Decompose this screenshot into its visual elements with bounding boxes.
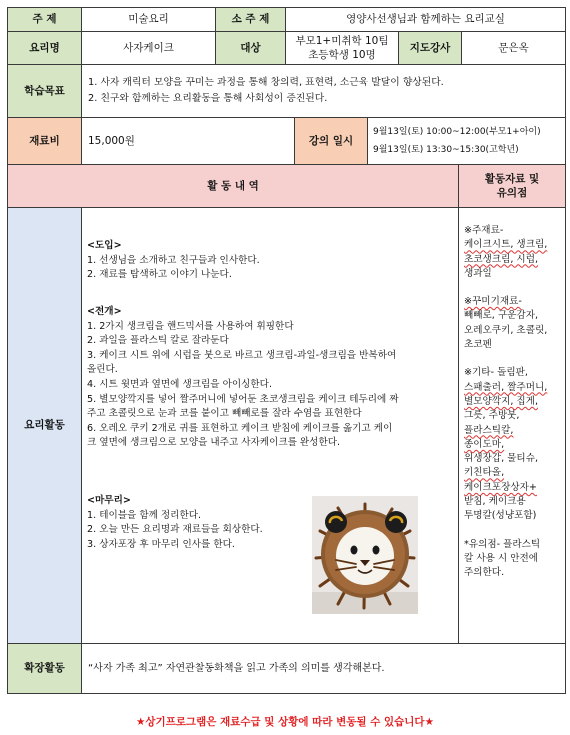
subtopic-value: 영양사선생님과 함께하는 요리교실 xyxy=(285,7,566,32)
end-heading: <마무리> xyxy=(87,495,131,506)
activity-header: 활 동 내 역 xyxy=(7,164,459,208)
material-line-3: 초코생크림, 시럽, xyxy=(464,253,539,265)
subject-value: 미술요리 xyxy=(81,7,216,32)
end-item-1: 1. 테이블을 함께 정리한다. xyxy=(87,509,202,521)
materials-header-line-1: 활동자료 및 xyxy=(484,172,540,185)
dish-value: 사자케이크 xyxy=(81,31,216,65)
material-line-19: 케이크포장상자+ xyxy=(464,481,537,493)
material-line-17: 위생장갑, 물티슈, xyxy=(464,453,539,465)
end-item-2: 2. 오늘 만든 요리명과 재료들을 회상한다. xyxy=(87,524,263,536)
dev-line-2: 2. 과일을 플라스틱 칼로 잘라둔다 xyxy=(87,335,229,347)
materials-header xyxy=(458,164,566,208)
target-line-2: 초등학생 10명 xyxy=(308,49,376,61)
material-line-24: 칼 사용 시 안전에 xyxy=(464,552,539,564)
material-spacer-3 xyxy=(464,524,564,538)
material-line-12: 스패출러, 짤주머니, xyxy=(464,381,548,393)
lion-cake-illustration xyxy=(312,496,418,614)
material-line-15: 플라스틱칼, xyxy=(464,424,514,436)
material-line-21: 투명칼(성냥포함) xyxy=(464,510,537,522)
dish-label: 요리명 xyxy=(7,31,82,65)
material-line-7: 빼빼로, 구운감자, xyxy=(464,310,539,322)
target-line-1: 부모1+미취학 10팀 xyxy=(295,34,389,47)
material-line-13: 별모양깍지, 집게, xyxy=(464,395,539,407)
subtopic-label: 소 주 제 xyxy=(215,7,286,32)
goal-item-2: 2. 친구와 함께하는 요리활동을 통해 사회성이 증진된다. xyxy=(88,93,328,104)
cooking-wrapup xyxy=(87,494,317,552)
schedule-label: 강의 일시 xyxy=(294,117,368,165)
material-line-2: 케이크시트, 생크림, xyxy=(464,239,548,251)
end-item-3: 3. 상자포장 후 마무리 인사를 한다. xyxy=(87,538,235,550)
dev-heading: <전개> xyxy=(87,306,122,317)
material-line-6: ※꾸미기재료- xyxy=(464,296,522,308)
cooking-development xyxy=(87,305,455,451)
material-line-9: 초코펜 xyxy=(464,339,492,351)
cost-label: 재료비 xyxy=(7,117,82,165)
material-line-23: *유의점- 플라스틱 xyxy=(464,538,541,550)
dev-line-5: 4. 시트 윗면과 옆면에 생크림을 아이싱한다. xyxy=(87,378,272,390)
goals-label: 학습목표 xyxy=(7,64,82,118)
intro-heading: <도입> xyxy=(87,240,122,251)
material-line-25: 주의한다. xyxy=(464,567,505,579)
materials-cell xyxy=(458,207,566,644)
material-line-4: 생과일 xyxy=(464,267,492,279)
material-spacer-2 xyxy=(464,352,564,366)
target-label: 대상 xyxy=(215,31,286,65)
materials-header-line-2: 유의점 xyxy=(496,187,528,199)
material-line-18: 키친타올, xyxy=(464,467,505,479)
intro-item-2: 2. 재료를 탐색하고 이야기 나눈다. xyxy=(87,269,232,281)
dev-line-1: 1. 2가지 생크림을 핸드믹서를 사용하여 휘핑한다 xyxy=(87,320,294,332)
material-line-11: ※기타- 돌림판, xyxy=(464,367,528,379)
cooking-intro xyxy=(87,239,457,283)
material-line-20: 받침, 케이크용 xyxy=(464,496,526,508)
cooking-label: 요리활동 xyxy=(7,207,82,644)
dev-line-6: 5. 별모양깍지를 넣어 짤주머니에 넣어둔 초코생크림을 케이크 테두리에 짜 xyxy=(87,393,399,405)
notice-text: ★상기프로그램은 재료수급 및 상황에 따라 변동될 수 있습니다★ xyxy=(136,716,434,728)
dev-line-7: 주고 초콜릿으로 눈과 코를 붙이고 빼빼로를 잘라 수염을 표현한다 xyxy=(87,408,362,420)
dev-line-4: 올린다. xyxy=(87,364,118,376)
intro-item-1: 1. 선생님을 소개하고 친구들과 인사한다. xyxy=(87,254,260,266)
dev-line-3: 3. 케이크 시트 위에 시럽을 붓으로 바르고 생크림-과일-생크림을 반복하여 xyxy=(87,349,397,361)
goals-list xyxy=(81,64,566,118)
instructor-value: 문은옥 xyxy=(461,31,566,65)
dev-line-8: 6. 오레오 쿠키 2개로 귀를 표현하고 케이크 받침에 케이크를 옮기고 케이 xyxy=(87,422,393,434)
schedule-item-2: 9월13일(토) 13:30~15:30(고학년) xyxy=(373,145,519,155)
cost-value: 15,000원 xyxy=(81,117,295,165)
target-value xyxy=(285,31,399,65)
dev-line-9: 크 옆면에 생크림으로 모양을 내주고 사자케이크를 완성한다. xyxy=(87,437,341,449)
material-line-14: 그릇, 주방붓, xyxy=(464,410,520,422)
schedule-list xyxy=(367,117,566,165)
materials-list xyxy=(464,224,564,581)
material-line-8: 오레오쿠키, 초콜릿, xyxy=(464,324,548,336)
instructor-label: 지도강사 xyxy=(398,31,462,65)
goal-item-1: 1. 사자 캐릭터 모양을 꾸미는 과정을 통해 창의력, 표현력, 소근육 발달이 향상된다. xyxy=(88,77,444,88)
schedule-item-1: 9월13일(토) 10:00~12:00(부모1+아이) xyxy=(373,127,541,137)
extension-label: 확장활동 xyxy=(7,643,82,694)
material-line-16: 종이도마, xyxy=(464,438,505,450)
subject-label: 주 제 xyxy=(7,7,82,32)
lion-cake-photo xyxy=(312,496,418,614)
material-spacer-1 xyxy=(464,281,564,295)
material-line-1: ※주재료- xyxy=(464,225,504,236)
extension-text: “사자 가족 최고” 자연관찰동화책을 읽고 가족의 의미를 생각해본다. xyxy=(81,643,566,694)
